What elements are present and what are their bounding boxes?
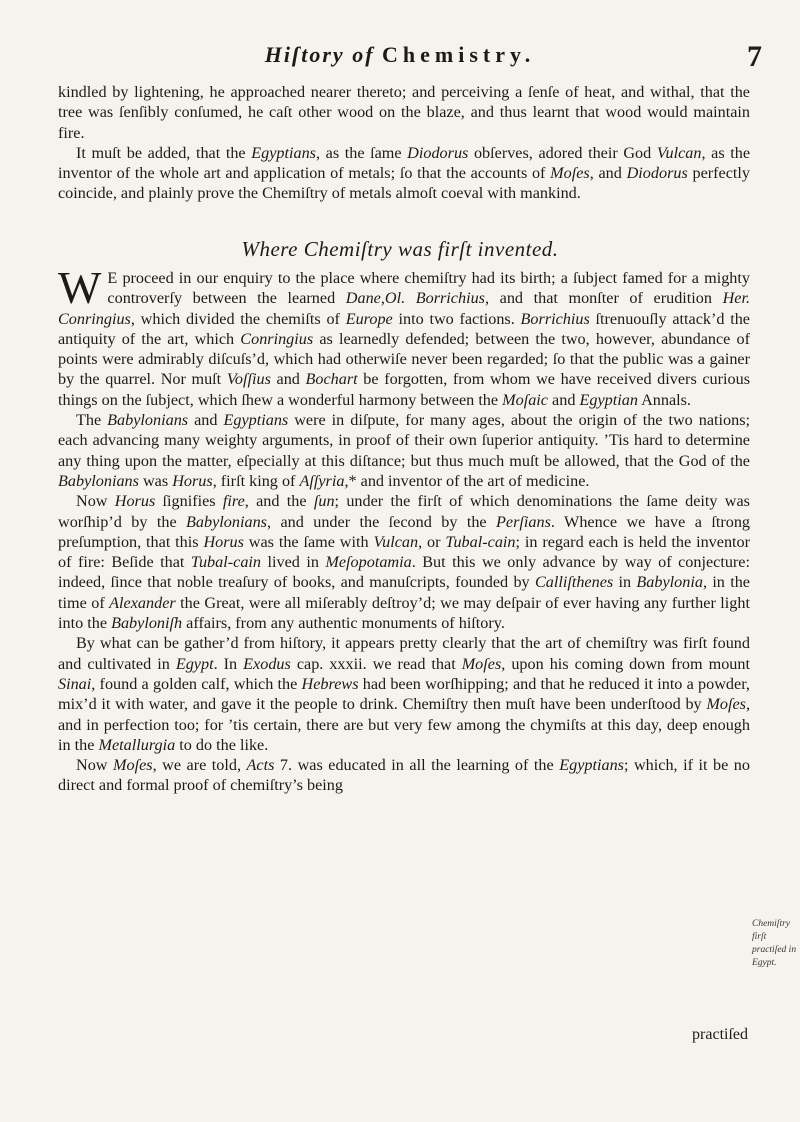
section-text bbox=[58, 262, 751, 796]
running-title bbox=[0, 42, 800, 68]
section-paragraph-1: W E proceed in our enquiry to the place where chemiſtry had its birth; a ſubject famed for a mighty controverſy between the learned Dane,Ol. Borrichius, and that monſter of erudition Her. Conringius, which divided the chemiſts of Europe into two factions. Borrichius ſtrenuouſly attack’d the antiquity of the art, which Conringius as learnedly defended; between the two, however, abundance of points were admirably diſcuſs’d, which had otherwiſe never been regarded; ſo that the public was a gainer by the quarrel. Nor muſt Voſſius and Bochart be forgotten, from whom we have received divers curious things on the ſubject, which ſhew a wonderful harmony between the Moſaic and Egyptian Annals. bbox=[58, 262, 751, 409]
section-paragraph-4: By what can be gather’d from hiſtory, it appears pretty clearly that the art of chemiſtry was firſt found and cultivated in Egypt. In Exodus cap. xxxii. we read that Moſes, upon his coming down from mount Sinai, found a golden calf, which the Hebrews had been worſhipping; and that he reduced it into a powder, mix’d it with water, and gave it the people to drink. Chemiſtry then muſt have been underſtood by Moſes, and in perfection too; for ’tis certain, there are but very few among the chymiſts at this day, deep enough in the Metallurgia to do the like. bbox=[58, 634, 750, 754]
drop-cap: W bbox=[58, 262, 102, 313]
intro-text bbox=[58, 82, 750, 204]
page-number: 7 bbox=[747, 40, 762, 73]
running-head bbox=[0, 38, 800, 78]
running-title-history: Hiſtory bbox=[264, 42, 345, 67]
catchword: practiſed bbox=[692, 1026, 748, 1043]
section-heading: Where Chemiſtry was firſt invented. bbox=[241, 237, 559, 261]
section-paragraph-3: Now Horus ſignifies fire, and the ſun; under the firſt of which denominations the ſame deity was worſhip’d by the Babylonians, and under the ſecond by the Perſians. Whence we have a ſtrong preſumption, that this Horus was the ſame with Vulcan, or Tubal-cain; in regard each is held the inventor of fire: Beſide that Tubal-cain lived in Meſopotamia. But this we only advance by way of conjecture: indeed, ſince that noble treaſury of books, and manuſcripts, founded by Calliſthenes in Babylonia, in the time of Alexander the Great, were all miſerably deſtroy’d; we may deſpair of ever having any further light into the Babyloniſh affairs, from any authentic monuments of hiſtory. bbox=[58, 492, 751, 633]
margin-note: Chemiſtry firſt practiſed in Egypt. bbox=[752, 919, 797, 968]
intro-paragraph-1: kindled by lightening, he approached nearer thereto; and perceiving a ſenſe of heat, and withal, that the tree was ſenſibly conſumed, he caſt other wood on the blaze, and thus learnt that wood would maintain fire. bbox=[58, 83, 750, 142]
intro-paragraph-2: It muſt be added, that the Egyptians, as the ſame Diodorus obſerves, adored their God Vulcan, as the inventor of the whole art and application of metals; ſo that the accounts of Moſes, and Diodorus perfectly coincide, and plainly prove the Chemiſtry of metals almoſt coeval with mankind. bbox=[58, 143, 751, 203]
running-title-chemistry: Chemistry. bbox=[382, 42, 536, 67]
running-title-of: of bbox=[352, 42, 375, 67]
section-paragraph-2: The Babylonians and Egyptians were in diſpute, for many ages, about the origin of the two nations; each advancing many weighty arguments, in proof of their own ſuperior antiquity. ’Tis hard to determine any thing upon the matter, eſpecially at this diſtance; but thus much muſt be allowed, that the God of the Babylonians was Horus, firſt king of Aſſyria,* and inventor of the art of medicine. bbox=[58, 411, 751, 490]
section-paragraph-5: Now Moſes, we are told, Acts 7. was educated in all the learning of the Egyptians; which, if it be no direct and formal proof of chemiſtry’s being bbox=[58, 756, 750, 795]
